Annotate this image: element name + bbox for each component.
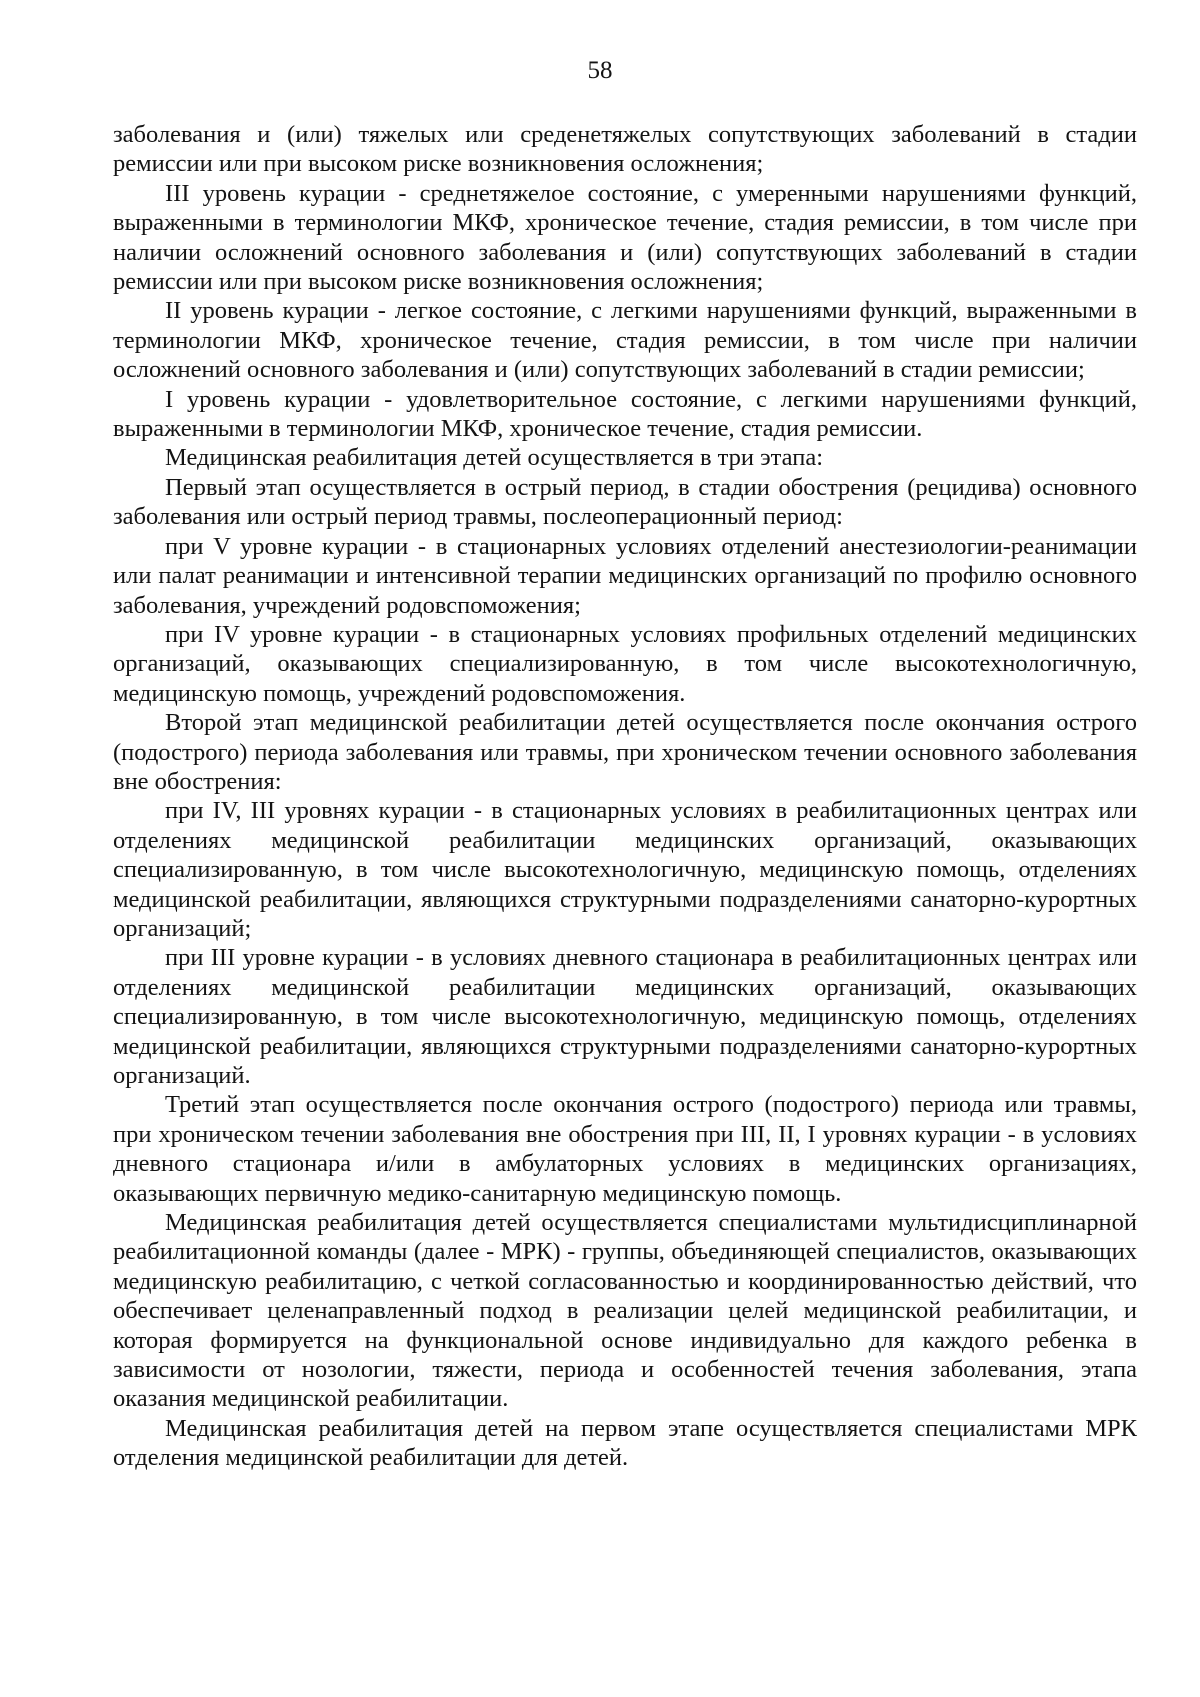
paragraph-second-stage-levels-4-3: при IV, III уровнях курации - в стационарных условиях в реабилитационных центрах или отделениях медицинской реабилитации медицинских организаций, оказывающих специализированную, в том числе высокотехнологичную, медицинскую помощь, отделениях медицинской реабилитации, являющихся структурными подразделениями санаторно-курортных организаций; bbox=[113, 797, 1137, 942]
paragraph-second-stage: Второй этап медицинской реабилитации детей осуществляется после окончания острого (подострого) периода заболевания или травмы, при хроническом течении основного заболевания вне обострения: bbox=[113, 709, 1137, 795]
paragraph-first-stage-level-5: при V уровне курации - в стационарных условиях отделений анестезиологии-реанимации или палат реанимации и интенсивной терапии медицинских организаций по профилю основного заболевания, учреждений родовспоможения; bbox=[113, 532, 1137, 619]
paragraph-level-1: I уровень курации - удовлетворительное состояние, с легкими нарушениями функций, выраженными в терминологии МКФ, хроническое течение, стадия ремиссии. bbox=[113, 385, 1137, 443]
paragraph-third-stage: Третий этап осуществляется после окончания острого (подострого) периода или травмы, при хроническом течении заболевания вне обострения при III, II, I уровнях курации - в условиях дневного стационара и/или в амбулаторных условиях в медицинских организациях, оказывающих первичную медико-санитарную медицинскую помощь. bbox=[113, 1091, 1137, 1207]
document-body bbox=[113, 120, 1137, 1473]
paragraph-mrk-definition: Медицинская реабилитация детей осуществляется специалистами мультидисциплинарной реабилитационной команды (далее - МРК) - группы, объединяющей специалистов, оказывающих медицинскую реабилитацию, с четкой согласованностью и координированностью действий, что обеспечивает целенаправленный подход в реализации целей медицинской реабилитации, и которая формируется на функциональной основе индивидуально для каждого ребенка в зависимости от нозологии, тяжести, периода и особенностей течения заболевания, этапа оказания медицинской реабилитации. bbox=[113, 1209, 1137, 1413]
paragraph-three-stages: Медицинская реабилитация детей осуществляется в три этапа: bbox=[165, 444, 823, 472]
paragraph-first-stage-level-4: при IV уровне курации - в стационарных условиях профильных отделений медицинских организаций, оказывающих специализированную, в том числе высокотехнологичную, медицинскую помощь, учреждений родовспоможения. bbox=[113, 620, 1137, 707]
paragraph-first-stage: Первый этап осуществляется в острый период, в стадии обострения (рецидива) основного заболевания или острый период травмы, послеоперационный период: bbox=[113, 473, 1137, 531]
paragraph-mrk-first-stage: Медицинская реабилитация детей на первом этапе осуществляется специалистами МРК отделения медицинской реабилитации для детей. bbox=[113, 1414, 1137, 1472]
paragraph-level-2: II уровень курации - легкое состояние, с легкими нарушениями функций, выраженными в терминологии МКФ, хроническое течение, стадия ремиссии, в том числе при наличии осложнений основного заболевания и (или) сопутствующих заболеваний в стадии ремиссии; bbox=[113, 297, 1137, 384]
page-number: 58 bbox=[587, 57, 613, 84]
paragraph-second-stage-level-3: при III уровне курации - в условиях дневного стационара в реабилитационных центрах или отделениях медицинской реабилитации медицинских организаций, оказывающих специализированную, в том числе высокотехнологичную, медицинскую помощь, отделениях медицинской реабилитации, являющихся структурными подразделениями санаторно-курортных организаций. bbox=[113, 944, 1137, 1089]
paragraph-continuation: заболевания и (или) тяжелых или среденетяжелых сопутствующих заболеваний в стадии ремиссии или при высоком риске возникновения осложнения; bbox=[113, 121, 1137, 178]
paragraph-level-3: III уровень курации - среднетяжелое состояние, с умеренными нарушениями функций, выраженными в терминологии МКФ, хроническое течение, стадия ремиссии, в том числе при наличии осложнений основного заболевания и (или) сопутствующих заболеваний в стадии ремиссии или при высоком риске возникновения осложнения; bbox=[113, 179, 1137, 296]
